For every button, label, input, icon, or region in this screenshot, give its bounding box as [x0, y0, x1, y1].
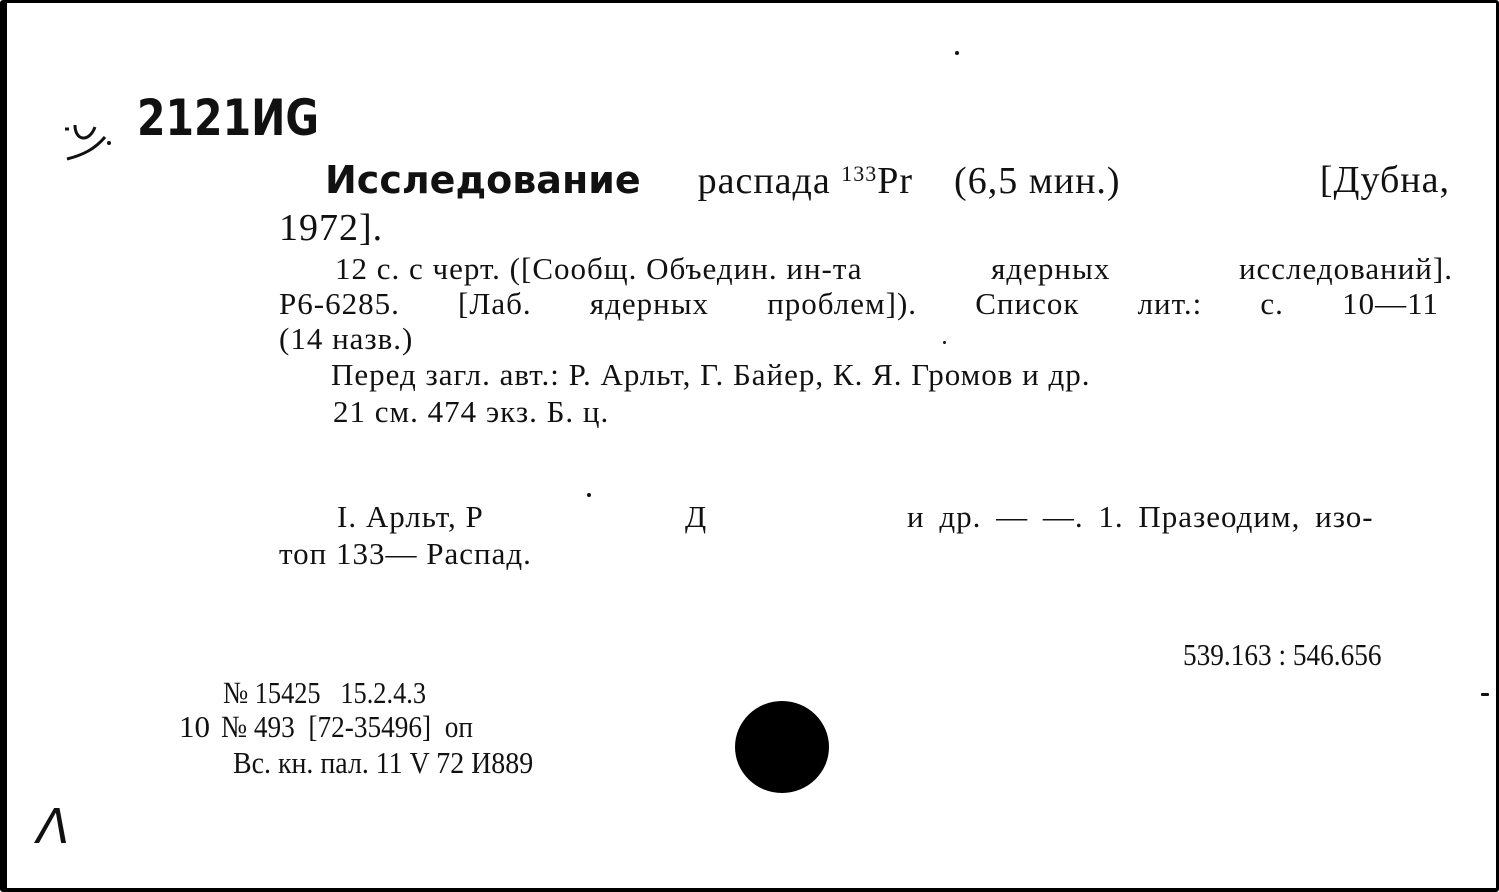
- place: [Дубна,: [1319, 159, 1450, 201]
- collation-line-3: (14 назв.): [279, 321, 414, 356]
- tracing-author: I. Арльт, Р: [337, 499, 484, 534]
- ink-speck: [1481, 693, 1489, 696]
- registry-line-2: № 493 [72-35496] оп: [221, 709, 474, 744]
- collation-line-1: 12 с. с черт. ([Сообщ. Объедин. ин-та ядерных исследований].: [335, 251, 1453, 286]
- ink-speck: [943, 341, 946, 344]
- title-text: распада: [697, 160, 831, 202]
- ink-speck: [955, 51, 959, 55]
- registry-prefix: 10: [179, 709, 210, 744]
- ink-speck: [587, 493, 591, 497]
- classification-number: 539.163 : 546.656: [1183, 637, 1382, 672]
- half-life: (6,5 мин.): [954, 160, 1121, 202]
- title-heading: Исследование: [325, 158, 641, 202]
- registry-line-3: Вс. кн. пал. 11 V 72 И889: [233, 745, 534, 780]
- check-mark-icon: [59, 111, 119, 171]
- year: 1972].: [279, 207, 384, 249]
- handwritten-checkmark: [59, 111, 119, 178]
- registry-line-1: № 15425 15.2.4.3: [223, 675, 427, 710]
- tracing-initial: Д: [685, 499, 708, 534]
- title-line: [325, 158, 1450, 202]
- format-note: 21 см. 474 экз. Б. ц.: [333, 394, 610, 429]
- collation-line-2: Р6-6285. [Лаб. ядерных проблем]). Список лит.: с. 10—11: [279, 286, 1439, 321]
- tracing-continuation: топ 133— Распад.: [279, 536, 532, 571]
- authors-note: Перед загл. авт.: Р. Арльт, Г. Байер, К. Я. Громов и др.: [331, 357, 1091, 392]
- tracing-subject: и др. — —. 1. Празеодим, изо-: [907, 499, 1374, 534]
- element-symbol: Pr: [877, 160, 914, 202]
- mass-number: 133: [841, 161, 878, 186]
- punch-hole: [735, 701, 829, 793]
- shelf-mark: 2121ИG: [137, 89, 320, 147]
- corner-mark: Λ: [37, 799, 70, 855]
